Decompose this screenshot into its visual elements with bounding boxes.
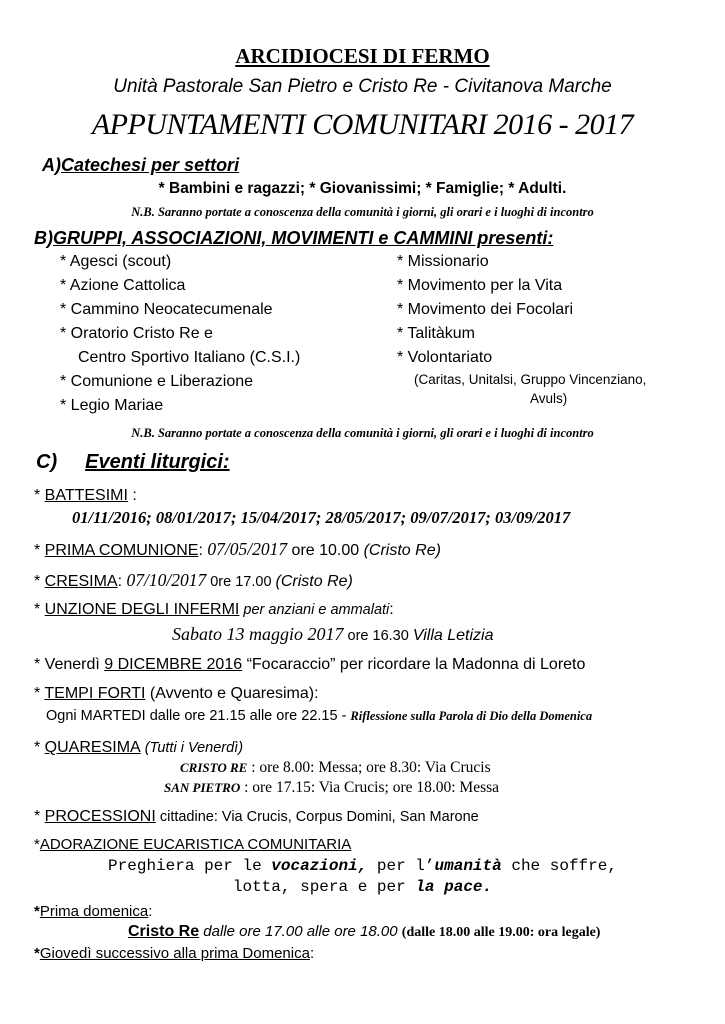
adorazione-text-1e: che soffre, bbox=[501, 857, 617, 875]
quaresima-cristo-text: : ore 8.00: Messa; ore 8.30: Via Crucis bbox=[247, 759, 491, 776]
tempi-forti-desc: (Avvento e Quaresima): bbox=[145, 685, 319, 702]
unzione-details bbox=[172, 624, 493, 645]
quaresima-cristo-re bbox=[180, 759, 491, 777]
adorazione-text-1d: umanità bbox=[434, 857, 502, 875]
group-item-movimento-vita: * Movimento per la Vita bbox=[397, 277, 563, 294]
group-item-csi: Centro Sportivo Italiano (C.S.I.) bbox=[78, 349, 301, 366]
unzione-row bbox=[34, 601, 394, 619]
prima-domenica-colon: : bbox=[148, 903, 153, 920]
adorazione-prayer-1 bbox=[0, 857, 725, 875]
tempi-forti-ogni: Ogni bbox=[46, 708, 81, 724]
giovedi-label: Giovedì successivo alla prima Domenica bbox=[39, 945, 310, 962]
quaresima-star: * bbox=[34, 739, 45, 756]
parish-subtitle: Unità Pastorale San Pietro e Cristo Re - Civitanova Marche bbox=[113, 76, 612, 97]
section-c-prefix: C) bbox=[36, 451, 58, 473]
prima-domenica-place: Cristo Re bbox=[128, 923, 200, 940]
catechesi-sectors: * Bambini e ragazzi; * Giovanissimi; * Famiglie; * Adulti. bbox=[158, 180, 567, 197]
battesimi-row bbox=[34, 487, 137, 505]
battesimi-star: * bbox=[34, 487, 45, 504]
section-b-note: N.B. Saranno portate a conoscenza della comunità i giorni, gli orari e i luoghi di incontro bbox=[131, 426, 594, 440]
quaresima-cristo-label: CRISTO RE bbox=[180, 760, 248, 775]
section-c-title: Eventi liturgici: bbox=[85, 451, 230, 473]
cresima-star: * bbox=[34, 573, 45, 590]
group-item-volontariato: * Volontariato bbox=[397, 349, 493, 366]
section-b-heading bbox=[34, 228, 553, 249]
tempi-forti-hours: dalle ore 21.15 alle ore 22.15 - bbox=[145, 708, 351, 724]
unzione-desc: per anziani e ammalati bbox=[239, 602, 390, 618]
prima-domenica-star: * bbox=[34, 903, 40, 920]
prima-comunione-place: (Cristo Re) bbox=[363, 542, 441, 559]
giovedi-row bbox=[34, 945, 314, 962]
section-b-title: GRUPPI, ASSOCIAZIONI, MOVIMENTI e CAMMINI presenti: bbox=[53, 228, 554, 248]
group-item-talitakum: * Talitàkum bbox=[397, 325, 475, 342]
adorazione-text-2b: la pace. bbox=[415, 878, 493, 896]
prima-domenica-label: Prima domenica bbox=[39, 903, 149, 920]
prima-domenica-schedule bbox=[128, 923, 600, 941]
battesimi-label: BATTESIMI bbox=[44, 487, 128, 504]
processioni-text: : Via Crucis, Corpus Domini, San Marone bbox=[213, 809, 479, 825]
group-item-cammino: * Cammino Neocatecumenale bbox=[60, 301, 273, 318]
group-item-missionario: * Missionario bbox=[397, 253, 489, 270]
group-item-focolari: * Movimento dei Focolari bbox=[397, 301, 574, 318]
prima-comunione-time: ore 10.00 bbox=[287, 542, 364, 559]
quaresima-label: QUARESIMA bbox=[44, 739, 141, 756]
prima-comunione-label: PRIMA COMUNIONE bbox=[44, 542, 199, 559]
prima-comunione-star: * bbox=[34, 542, 45, 559]
group-item-legio: * Legio Mariae bbox=[60, 397, 164, 414]
battesimi-dates: 01/11/2016; 08/01/2017; 15/04/2017; 28/05/2017; 09/07/2017; 03/09/2017 bbox=[72, 508, 571, 527]
focaraccio-text: “Focaraccio” per ricordare la Madonna di Loreto bbox=[242, 656, 586, 673]
quaresima-desc: (Tutti i Venerdì) bbox=[140, 740, 244, 756]
cresima-time: 0re 17.00 bbox=[206, 574, 276, 590]
cresima-label: CRESIMA bbox=[44, 573, 118, 590]
tempi-forti-schedule bbox=[46, 708, 592, 724]
diocese-title: ARCIDIOCESI DI FERMO bbox=[235, 44, 490, 68]
volontariato-detail-1: (Caritas, Unitalsi, Gruppo Vincenziano, bbox=[414, 372, 647, 387]
group-item-oratorio: * Oratorio Cristo Re e bbox=[60, 325, 213, 342]
adorazione-text-2a: lotta, spera e per bbox=[232, 878, 416, 896]
unzione-date: Sabato 13 maggio 2017 bbox=[172, 624, 344, 644]
section-c-heading bbox=[36, 451, 230, 474]
focaraccio-row bbox=[34, 656, 585, 674]
unzione-label: UNZIONE DEGLI INFERMI bbox=[44, 601, 240, 618]
cresima-place: (Cristo Re) bbox=[275, 573, 353, 590]
section-a-heading bbox=[42, 155, 239, 176]
tempi-forti-topic: Riflessione sulla Parola di Dio della Domenica bbox=[350, 709, 593, 723]
adorazione-star: * bbox=[34, 836, 40, 853]
quaresima-pietro-text: : ore 17.15: Via Crucis; ore 18.00: Messa bbox=[240, 779, 500, 796]
page-title: APPUNTAMENTI COMUNITARI 2016 - 2017 bbox=[91, 108, 634, 141]
processioni-label: PROCESSIONI bbox=[44, 808, 156, 825]
unzione-place: Villa Letizia bbox=[412, 627, 494, 644]
focaraccio-prefix: * Venerdì bbox=[34, 656, 105, 673]
quaresima-san-pietro bbox=[164, 779, 499, 797]
giovedi-star: * bbox=[34, 945, 40, 962]
quaresima-row bbox=[34, 739, 243, 757]
adorazione-text-1b: vocazioni, bbox=[271, 857, 368, 875]
tempi-forti-row bbox=[34, 685, 319, 703]
prima-domenica-row bbox=[34, 903, 152, 920]
cresima-colon: : bbox=[117, 573, 127, 590]
tempi-forti-star: * bbox=[34, 685, 45, 702]
unzione-time: ore 16.30 bbox=[343, 628, 413, 644]
adorazione-text-1a: Preghiera per le bbox=[108, 857, 272, 875]
focaraccio-date: 9 DICEMBRE 2016 bbox=[104, 656, 243, 673]
section-a-note: N.B. Saranno portate a conoscenza della comunità i giorni, gli orari e i luoghi di incontro bbox=[131, 205, 594, 219]
volontariato-detail-2: Avuls) bbox=[530, 391, 568, 406]
prima-domenica-legal: (dalle 18.00 alle 19.00: ora legale) bbox=[401, 925, 601, 940]
adorazione-text-1c: per l’ bbox=[367, 857, 435, 875]
unzione-star: * bbox=[34, 601, 45, 618]
adorazione-prayer-2 bbox=[0, 878, 725, 896]
battesimi-suffix: : bbox=[127, 487, 137, 504]
cresima-date: 07/10/2017 bbox=[126, 570, 207, 590]
prima-comunione-row bbox=[34, 539, 441, 560]
tempi-forti-label: TEMPI FORTI bbox=[44, 685, 146, 702]
tempi-forti-day: MARTEDI bbox=[80, 708, 146, 724]
giovedi-colon: : bbox=[309, 945, 315, 962]
prima-domenica-hours: dalle ore 17.00 alle ore 18.00 bbox=[199, 923, 402, 940]
adorazione-label: ADORAZIONE EUCARISTICA COMUNITARIA bbox=[39, 836, 352, 853]
unzione-colon: : bbox=[389, 601, 394, 618]
adorazione-row bbox=[34, 836, 351, 853]
section-a-prefix: A) bbox=[42, 155, 61, 175]
processioni-star: * bbox=[34, 808, 45, 825]
section-b-prefix: B) bbox=[34, 228, 53, 248]
group-item-comunione: * Comunione e Liberazione bbox=[60, 373, 254, 390]
group-item-agesci: * Agesci (scout) bbox=[60, 253, 172, 270]
prima-comunione-date: 07/05/2017 bbox=[207, 539, 288, 559]
group-item-azione-cattolica: * Azione Cattolica bbox=[60, 277, 186, 294]
processioni-desc: cittadine bbox=[155, 809, 214, 825]
section-a-title: Catechesi per settori bbox=[61, 155, 240, 175]
quaresima-pietro-label: SAN PIETRO bbox=[164, 780, 241, 795]
cresima-row bbox=[34, 570, 353, 591]
processioni-row bbox=[34, 808, 479, 826]
prima-comunione-colon: : bbox=[198, 542, 208, 559]
